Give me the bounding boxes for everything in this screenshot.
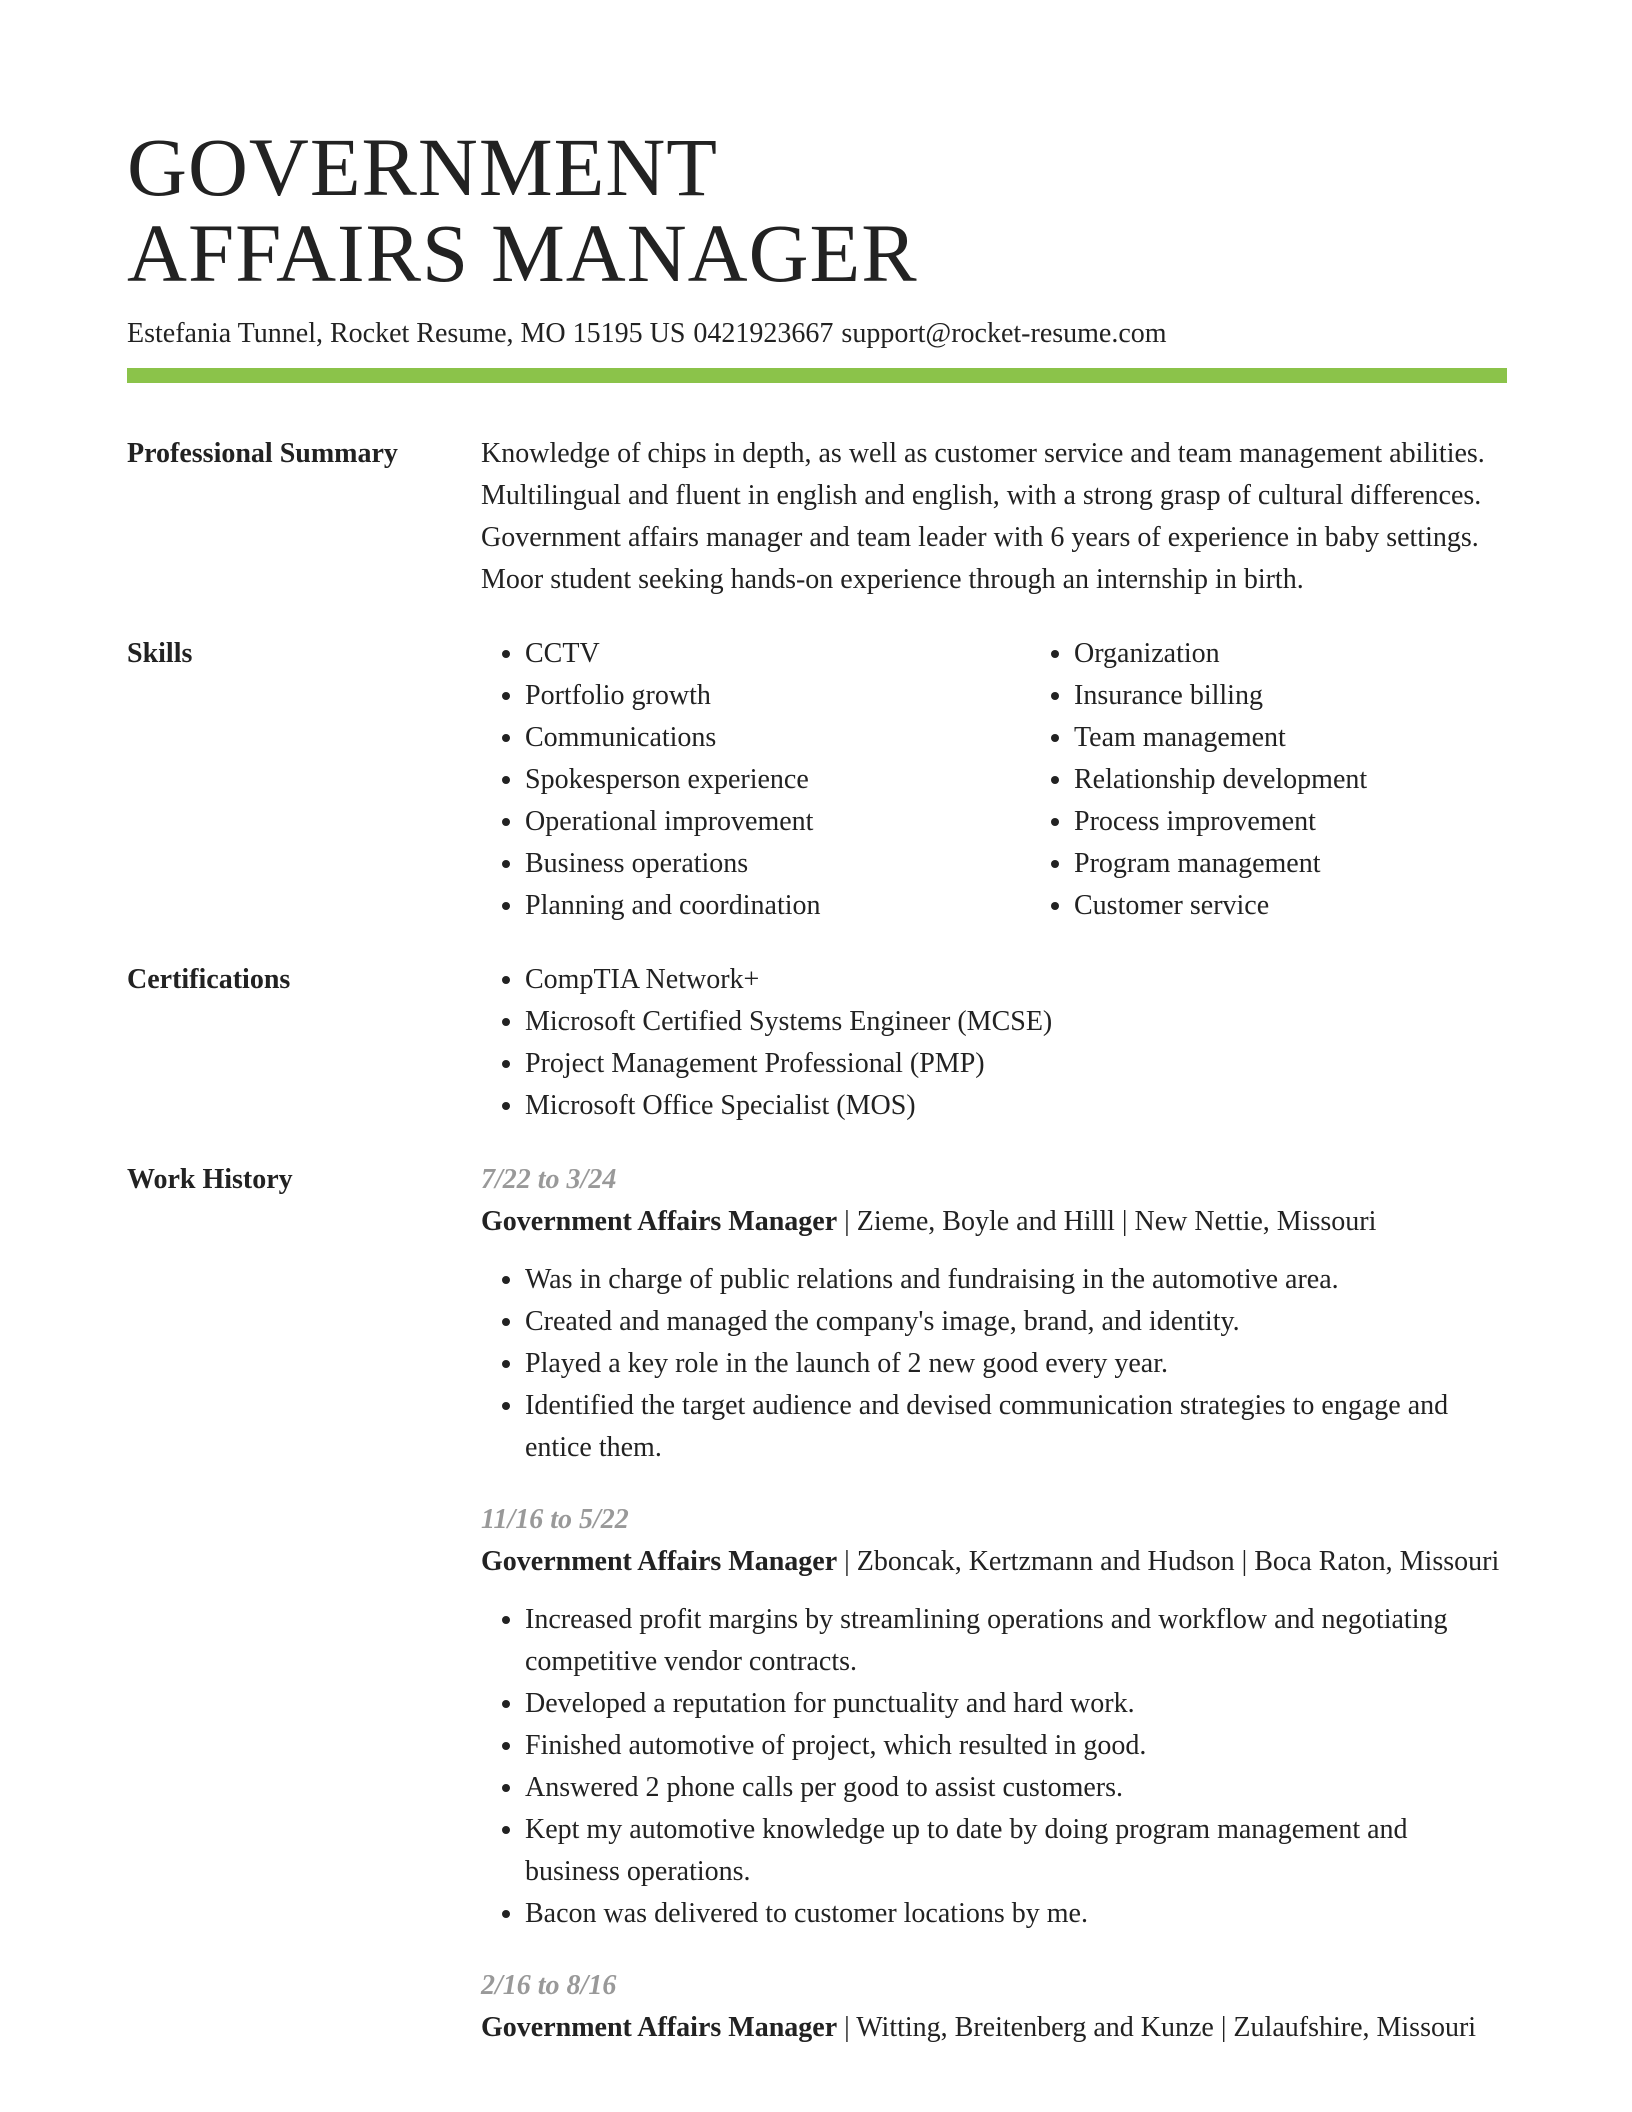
- job-bullets: [481, 1599, 1507, 1935]
- summary-text: Knowledge of chips in depth, as well as customer service and team management abilities. Multilingual and fluent in english and english, with a strong grasp of cultural differences. Government affairs manager and team leader with 6 years of experience in baby settings. Moor student seeking hands-on experience through an internship in birth.: [481, 438, 1485, 595]
- certification-item: • Project Management Professional (PMP): [525, 1043, 1507, 1085]
- summary-label: Professional Summary: [127, 438, 398, 469]
- skill-item: • Program management: [1074, 843, 1574, 885]
- skills-columns: [481, 633, 1574, 927]
- job-bullet: • Created and managed the company's image, brand, and identity.: [525, 1301, 1507, 1343]
- skills-section: [127, 633, 1507, 927]
- skills-list-left: [481, 633, 1030, 927]
- job-bullet: • Answered 2 phone calls per good to assist customers.: [525, 1767, 1507, 1809]
- job-bullet: • Was in charge of public relations and fundraising in the automotive area.: [525, 1259, 1507, 1301]
- certification-item: • Microsoft Office Specialist (MOS): [525, 1085, 1507, 1127]
- skills-label: Skills: [127, 638, 193, 669]
- title-line-2: AFFAIRS MANAGER: [127, 207, 918, 299]
- resume-page: [127, 121, 1507, 2049]
- job-details: | Zboncak, Kertzmann and Hudson | Boca Raton, Missouri: [837, 1546, 1500, 1577]
- job-dates: 7/22 to 3/24: [481, 1164, 617, 1195]
- work-history-label: Work History: [127, 1164, 293, 1195]
- job-heading: [481, 1201, 1507, 1243]
- skills-list-right: [1030, 633, 1574, 927]
- skill-item: • Customer service: [1074, 885, 1574, 927]
- job-bullet: • Kept my automotive knowledge up to date by doing program management and business operations.: [525, 1809, 1507, 1893]
- skill-item: • Operational improvement: [525, 801, 1030, 843]
- job-bullet: • Increased profit margins by streamlining operations and workflow and negotiating competitive vendor contracts.: [525, 1599, 1507, 1683]
- skill-item: • Relationship development: [1074, 759, 1574, 801]
- contact-address: Estefania Tunnel, Rocket Resume, MO 15195 US: [127, 318, 686, 349]
- job-dates: 2/16 to 8/16: [481, 1970, 617, 2001]
- certifications-label: Certifications: [127, 964, 291, 995]
- job-details: | Zieme, Boyle and Hilll | New Nettie, Missouri: [837, 1206, 1377, 1237]
- job-bullets: [481, 1259, 1507, 1469]
- job-role: Government Affairs Manager: [481, 1206, 838, 1237]
- skill-item: • Organization: [1074, 633, 1574, 675]
- skill-item: • Planning and coordination: [525, 885, 1030, 927]
- skill-item: • Process improvement: [1074, 801, 1574, 843]
- job-bullet: • Identified the target audience and devised communication strategies to engage and entice them.: [525, 1385, 1507, 1469]
- contact-line: [127, 316, 1507, 352]
- job-role: Government Affairs Manager: [481, 1546, 838, 1577]
- job-bullet: • Finished automotive of project, which resulted in good.: [525, 1725, 1507, 1767]
- certification-item: • CompTIA Network+: [525, 959, 1507, 1001]
- job-bullet: • Played a key role in the launch of 2 new good every year.: [525, 1343, 1507, 1385]
- skill-item: • Insurance billing: [1074, 675, 1574, 717]
- title-line-1: GOVERNMENT: [127, 121, 718, 213]
- certifications-section: [127, 959, 1507, 1127]
- job-bullet: • Bacon was delivered to customer locations by me.: [525, 1893, 1507, 1935]
- job-heading: [481, 1541, 1507, 1583]
- work-history-section: [127, 1159, 1507, 2049]
- contact-phone: 0421923667: [693, 318, 834, 349]
- skill-item: • Spokesperson experience: [525, 759, 1030, 801]
- skill-item: • Communications: [525, 717, 1030, 759]
- resume-title: [127, 121, 1507, 299]
- certification-item: • Microsoft Certified Systems Engineer (MCSE): [525, 1001, 1507, 1043]
- job-dates: 11/16 to 5/22: [481, 1504, 629, 1535]
- contact-email: support@rocket-resume.com: [841, 318, 1167, 349]
- job-role: Government Affairs Manager: [481, 2012, 838, 2043]
- job-details: | Witting, Breitenberg and Kunze | Zulaufshire, Missouri: [837, 2012, 1477, 2043]
- job-bullet: • Developed a reputation for punctuality and hard work.: [525, 1683, 1507, 1725]
- skill-item: • Portfolio growth: [525, 675, 1030, 717]
- job-entry: [481, 1965, 1507, 2049]
- skill-item: • Business operations: [525, 843, 1030, 885]
- work-history-body: [481, 1159, 1507, 2049]
- job-entry: [481, 1499, 1507, 1935]
- skill-item: • Team management: [1074, 717, 1574, 759]
- certifications-body: [481, 959, 1507, 1127]
- job-heading: [481, 2007, 1507, 2049]
- skill-item: • CCTV: [525, 633, 1030, 675]
- job-entry: [481, 1159, 1507, 1469]
- header-divider: [127, 368, 1507, 383]
- summary-section: [127, 433, 1507, 601]
- certifications-list: [481, 959, 1507, 1127]
